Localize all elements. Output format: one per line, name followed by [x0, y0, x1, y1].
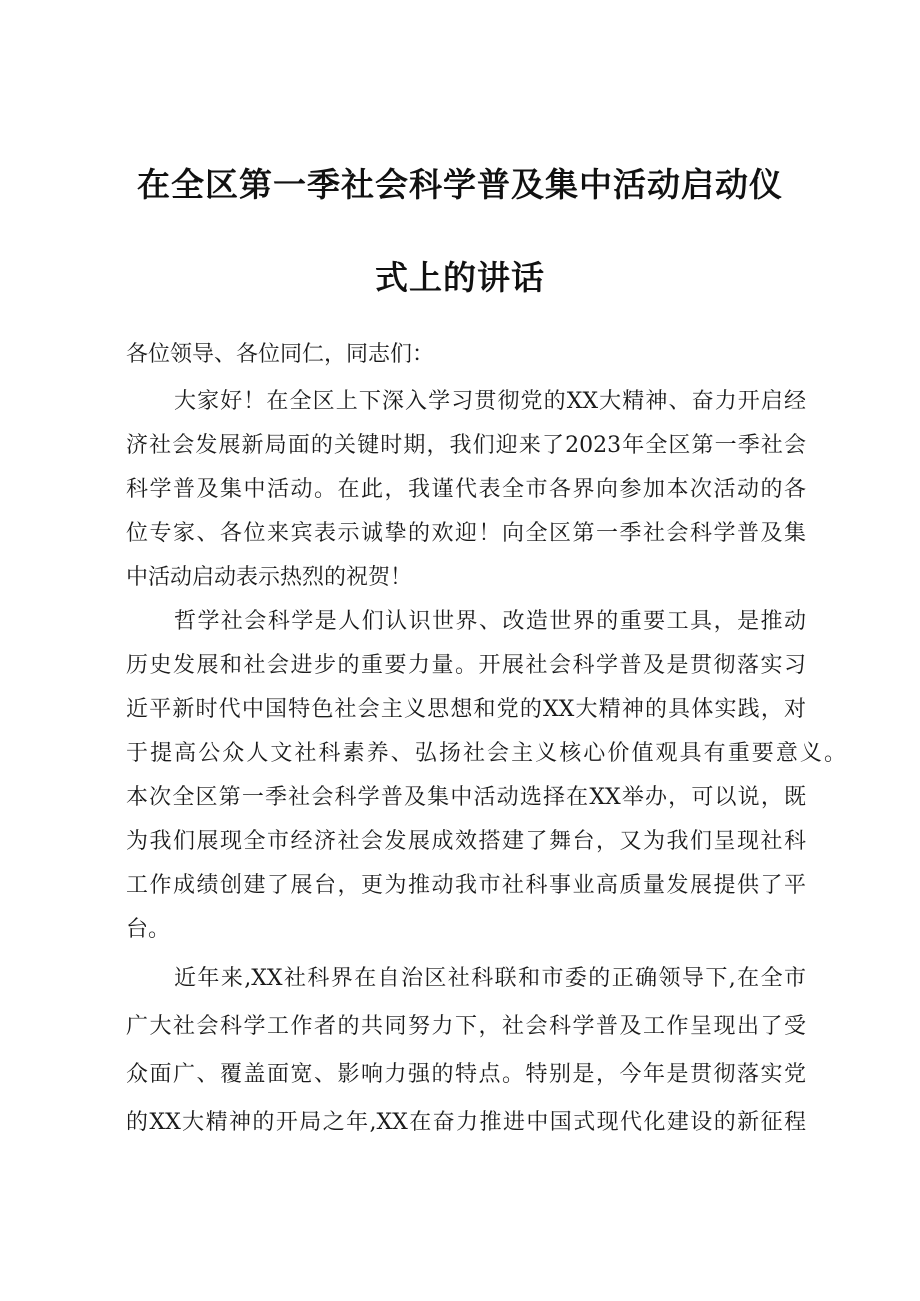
paragraph-2-line-7: 工作成绩创建了展台，更为推动我市社科事业高质量发展提供了平	[126, 873, 806, 898]
paragraph-2-line-2: 历史发展和社会进步的重要力量。开展社会科学普及是贯彻落实习	[126, 653, 806, 678]
paragraph-3-line-3: 众面广、覆盖面宽、影响力强的特点。特别是，今年是贯彻落实党	[126, 1062, 806, 1087]
paragraph-2-line-4: 于提高公众人文社科素养、弘扬社会主义核心价值观具有重要意义。	[126, 741, 846, 766]
paragraph-2-line-3: 近平新时代中国特色社会主义思想和党的XX大精神的具体实践，对	[126, 697, 806, 722]
document-title-line-1: 在全区第一季社会科学普及集中活动启动仪	[137, 165, 783, 204]
paragraph-2-line-6: 为我们展现全市经济社会发展成效搭建了舞台，又为我们呈现社科	[126, 829, 806, 854]
paragraph-2-line-1: 哲学社会科学是人们认识世界、改造世界的重要工具，是推动	[174, 609, 806, 634]
paragraph-1-line-1: 大家好！在全区上下深入学习贯彻党的XX大精神、奋力开启经	[174, 389, 806, 414]
paragraph-1-line-3: 科学普及集中活动。在此，我谨代表全市各界向参加本次活动的各	[126, 477, 806, 502]
paragraph-1-line-4: 位专家、各位来宾表示诚挚的欢迎！向全区第一季社会科学普及集	[126, 521, 806, 546]
document-title-line-2: 式上的讲话	[375, 258, 545, 297]
paragraph-2-line-8: 台。	[126, 917, 171, 942]
paragraph-1-line-2: 济社会发展新局面的关键时期，我们迎来了2023年全区第一季社会	[126, 433, 806, 458]
paragraph-1-line-5: 中活动启动表示热烈的祝贺！	[126, 565, 413, 590]
salutation: 各位领导、各位同仁，同志们：	[126, 342, 435, 367]
paragraph-3-line-4: 的XX大精神的开局之年,XX在奋力推进中国式现代化建设的新征程	[126, 1110, 806, 1135]
paragraph-3-line-1: 近年来,XX社科界在自治区社科联和市委的正确领导下,在全市	[174, 966, 806, 991]
paragraph-2-line-5: 本次全区第一季社会科学普及集中活动选择在XX举办，可以说，既	[126, 785, 806, 810]
paragraph-3-line-2: 广大社会科学工作者的共同努力下，社会科学普及工作呈现出了受	[126, 1014, 806, 1039]
